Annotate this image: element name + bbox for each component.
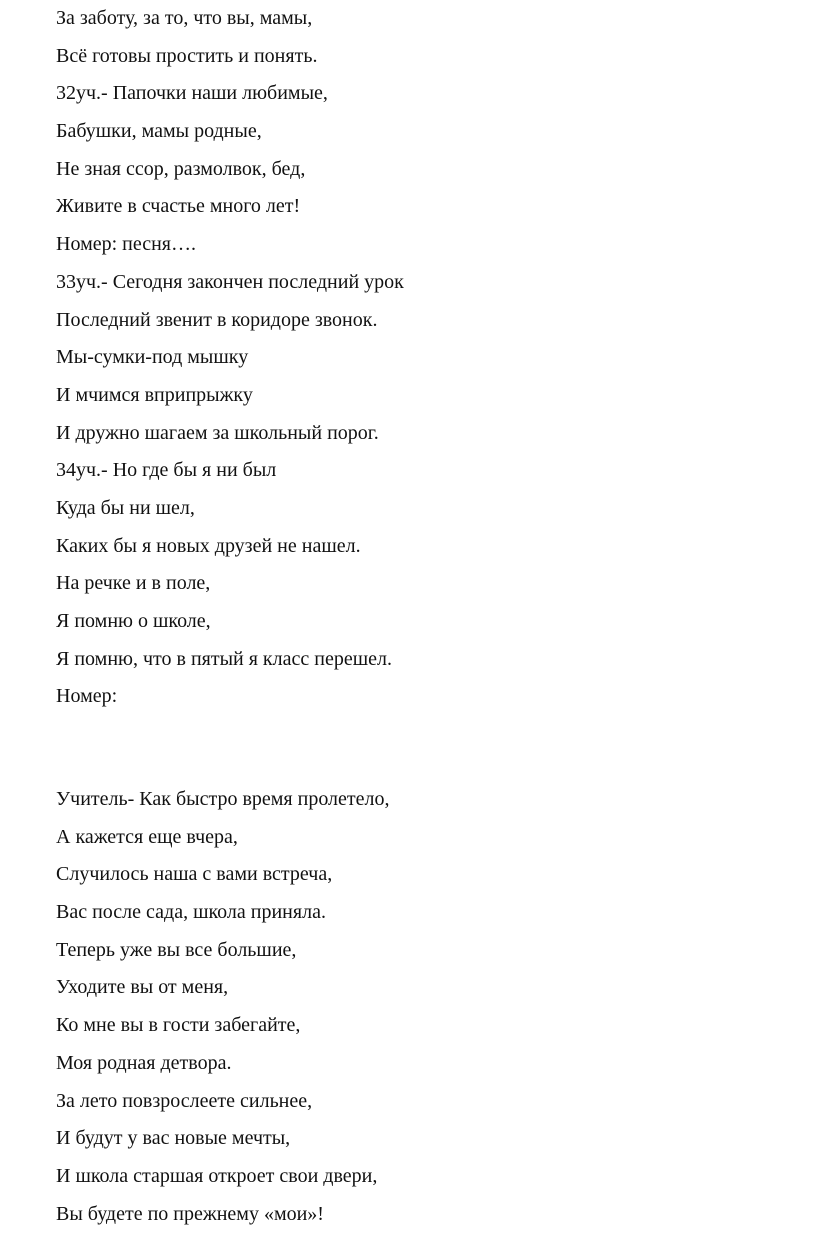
text-line: 32уч.- Папочки наши любимые, bbox=[56, 82, 328, 105]
text-line: 34уч.- Но где бы я ни был bbox=[56, 459, 277, 482]
text-line: Теперь уже вы все большие, bbox=[56, 938, 297, 961]
text-line: 33уч.- Сегодня закончен последний урок bbox=[56, 270, 404, 293]
text-line: Уходите вы от меня, bbox=[56, 976, 229, 999]
text-line: Случилось наша с вами встреча, bbox=[56, 863, 333, 886]
text-line: Номер: bbox=[56, 685, 118, 708]
verse-section-students bbox=[56, 0, 776, 716]
text-line: Куда бы ни шел, bbox=[56, 496, 195, 519]
text-line: Я помню о школе, bbox=[56, 610, 211, 632]
text-line: Каких бы я новых друзей не нашел. bbox=[56, 534, 361, 557]
text-line: Вас после сада, школа приняла. bbox=[56, 901, 326, 924]
verse-section-teacher bbox=[56, 781, 776, 1233]
text-line: Ко мне вы в гости забегайте, bbox=[56, 1014, 301, 1037]
text-line: Всё готовы простить и понять. bbox=[56, 44, 318, 67]
text-line: За лето повзрослеете сильнее, bbox=[56, 1089, 313, 1112]
text-line: Не зная ссор, размолвок, бед, bbox=[56, 157, 306, 180]
text-line: И будут у вас новые мечты, bbox=[56, 1127, 291, 1150]
text-line: Я помню, что в пятый я класс перешел. bbox=[56, 647, 392, 670]
text-line: Последний звенит в коридоре звонок. bbox=[56, 308, 378, 331]
text-line: И дружно шагаем за школьный порог. bbox=[56, 421, 379, 444]
text-line: Бабушки, мамы родные, bbox=[56, 120, 262, 143]
text-line: А кажется еще вчера, bbox=[56, 825, 238, 848]
text-line: Учитель- Как быстро время пролетело, bbox=[56, 788, 390, 810]
text-line: И школа старшая откроет свои двери, bbox=[56, 1164, 378, 1187]
text-line: Вы будете по прежнему «мои»! bbox=[56, 1202, 324, 1225]
text-line: На речке и в поле, bbox=[56, 572, 211, 595]
text-line: И мчимся вприпрыжку bbox=[56, 383, 253, 406]
text-line: Номер: песня…. bbox=[56, 233, 197, 256]
text-line: Живите в счастье много лет! bbox=[56, 195, 301, 218]
text-line: За заботу, за то, что вы, мамы, bbox=[56, 7, 313, 29]
text-line: Мы-сумки-под мышку bbox=[56, 346, 249, 369]
text-line: Моя родная детвора. bbox=[56, 1051, 232, 1074]
